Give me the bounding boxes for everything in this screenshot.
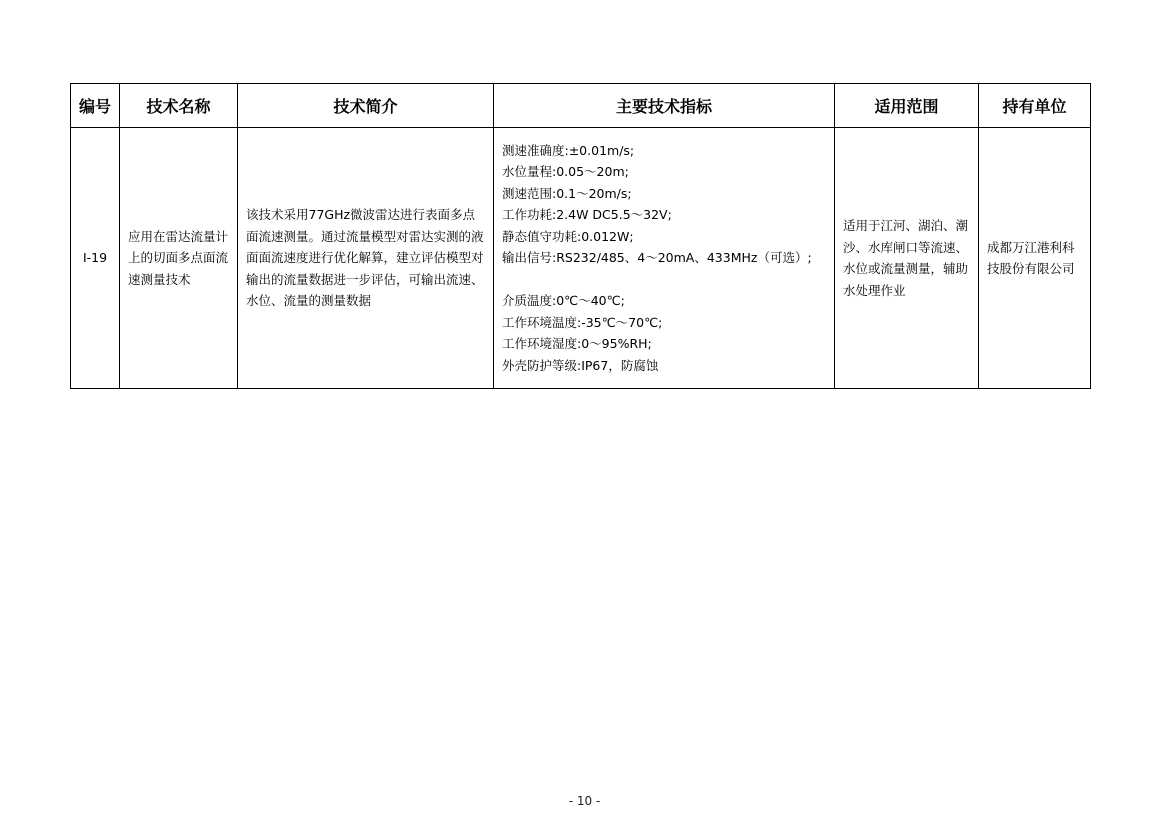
metric-line: 工作环境湿度:0～95%RH; xyxy=(502,336,652,352)
page-number: - 10 - xyxy=(568,794,601,808)
metric-line: 水位量程:0.05～20m; xyxy=(502,164,629,180)
cell-tech-intro: 该技术采用77GHz微波雷达进行表面多点面流速测量。通过流量模型对雷达实测的液面面流速度进行优化解算，建立评估模型对输出的流量数据进一步评估，可输出流速、水位、流量的测量数据 xyxy=(238,128,494,389)
metric-line: 输出信号:RS232/485、4～20mA、433MHz（可选）; xyxy=(502,250,812,266)
table-row xyxy=(71,128,1091,389)
cell-tech-name: 应用在雷达流量计上的切面多点面流速测量技术 xyxy=(120,128,238,389)
cell-id: I-19 xyxy=(71,128,120,389)
header-main-metrics: 主要技术指标 xyxy=(494,84,835,128)
header-holder: 持有单位 xyxy=(979,84,1091,128)
cell-main-metrics xyxy=(494,128,835,389)
table-header-row xyxy=(71,84,1091,128)
header-tech-name: 技术名称 xyxy=(120,84,238,128)
header-tech-intro: 技术简介 xyxy=(238,84,494,128)
metric-line: 工作功耗:2.4W DC5.5～32V; xyxy=(502,207,672,223)
header-scope: 适用范围 xyxy=(835,84,979,128)
metric-line: 测速范围:0.1～20m/s; xyxy=(502,185,632,201)
header-id: 编号 xyxy=(71,84,120,128)
metric-line: 静态值守功耗:0.012W; xyxy=(502,228,634,244)
metric-spacer xyxy=(502,269,828,291)
metric-line: 外壳防护等级:IP67，防腐蚀 xyxy=(502,357,659,373)
technology-table xyxy=(70,83,1091,389)
metric-line: 测速准确度:±0.01m/s; xyxy=(502,142,635,158)
cell-holder: 成都万江港利科技股份有限公司 xyxy=(979,128,1091,389)
metric-line: 介质温度:0℃～40℃; xyxy=(502,293,625,309)
cell-scope: 适用于江河、湖泊、潮沙、水库闸口等流速、水位或流量测量，辅助水处理作业 xyxy=(835,128,979,389)
metric-line: 工作环境温度:-35℃～70℃; xyxy=(502,314,663,330)
